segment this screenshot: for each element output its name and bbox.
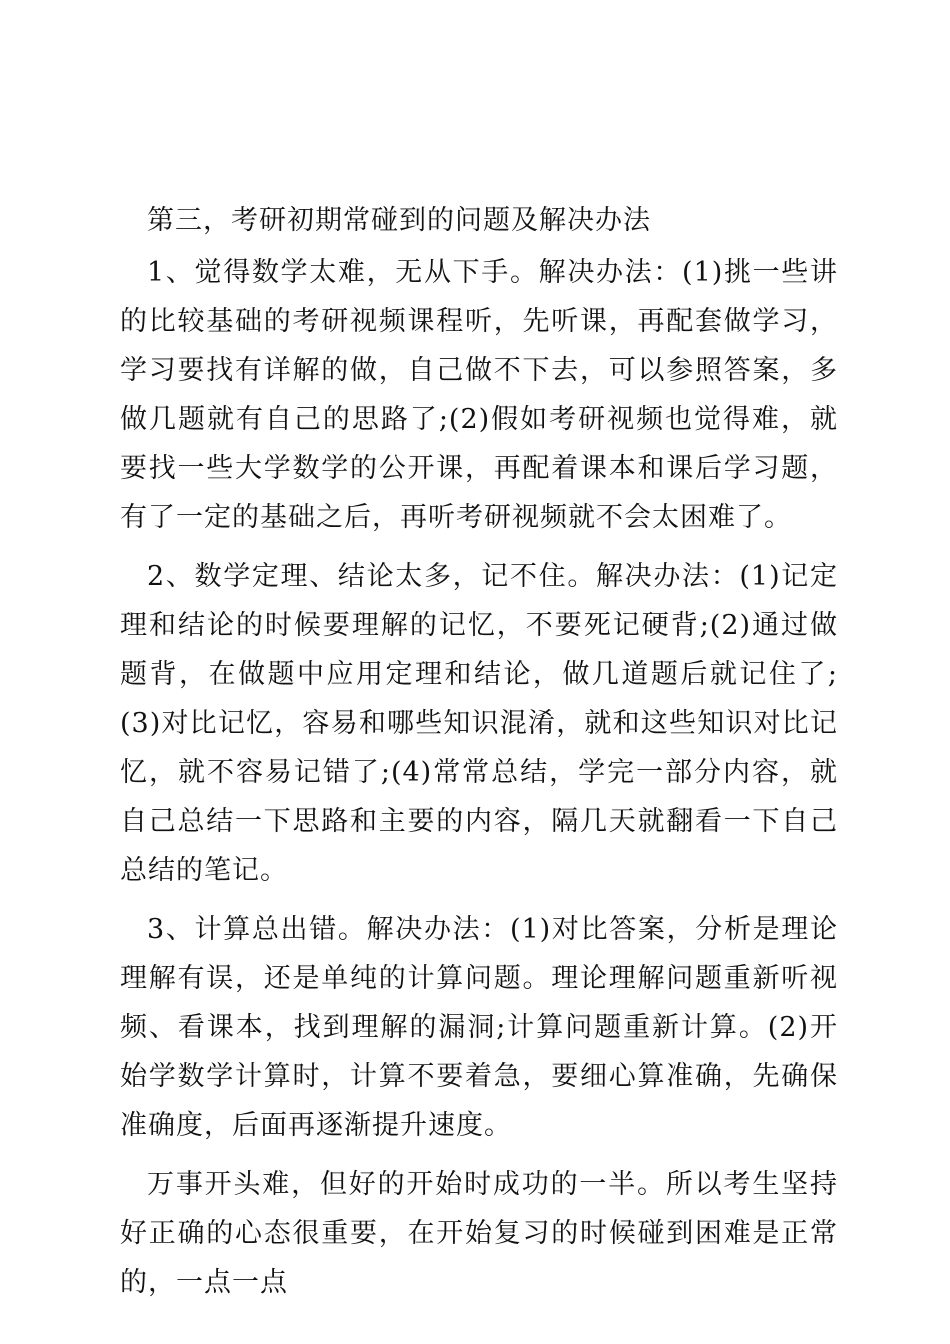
paragraph-conclusion: 万事开头难，但好的开始时成功的一半。所以考生坚持好正确的心态很重要，在开始复习的时候碰到困难是正常的，一点一点	[120, 1169, 838, 1298]
document-body	[120, 196, 838, 1317]
section-heading: 第三，考研初期常碰到的问题及解决办法	[147, 205, 651, 236]
paragraph-problem-3: 3、计算总出错。解决办法：(1)对比答案，分析是理论理解有误，还是单纯的计算问题。理论理解问题重新听视频、看课本，找到理解的漏洞;计算问题重新计算。(2)开始学数学计算时，计算不要着急，要细心算准确，先确保准确度，后面再逐渐提升速度。	[120, 914, 838, 1141]
paragraph-problem-2: 2、数学定理、结论太多，记不住。解决办法：(1)记定理和结论的时候要理解的记忆，不要死记硬背;(2)通过做题背，在做题中应用定理和结论，做几道题后就记住了;(3)对比记忆，容易和哪些知识混淆，就和这些知识对比记忆，就不容易记错了;(4)常常总结，学完一部分内容，就自己总结一下思路和主要的内容，隔几天就翻看一下自己总结的笔记。	[120, 561, 838, 886]
paragraph-problem-1: 1、觉得数学太难，无从下手。解决办法：(1)挑一些讲的比较基础的考研视频课程听，先听课，再配套做学习，学习要找有详解的做，自己做不下去，可以参照答案，多做几题就有自己的思路了;(2)假如考研视频也觉得难，就要找一些大学数学的公开课，再配着课本和课后学习题，有了一定的基础之后，再听考研视频就不会太困难了。	[120, 257, 838, 533]
